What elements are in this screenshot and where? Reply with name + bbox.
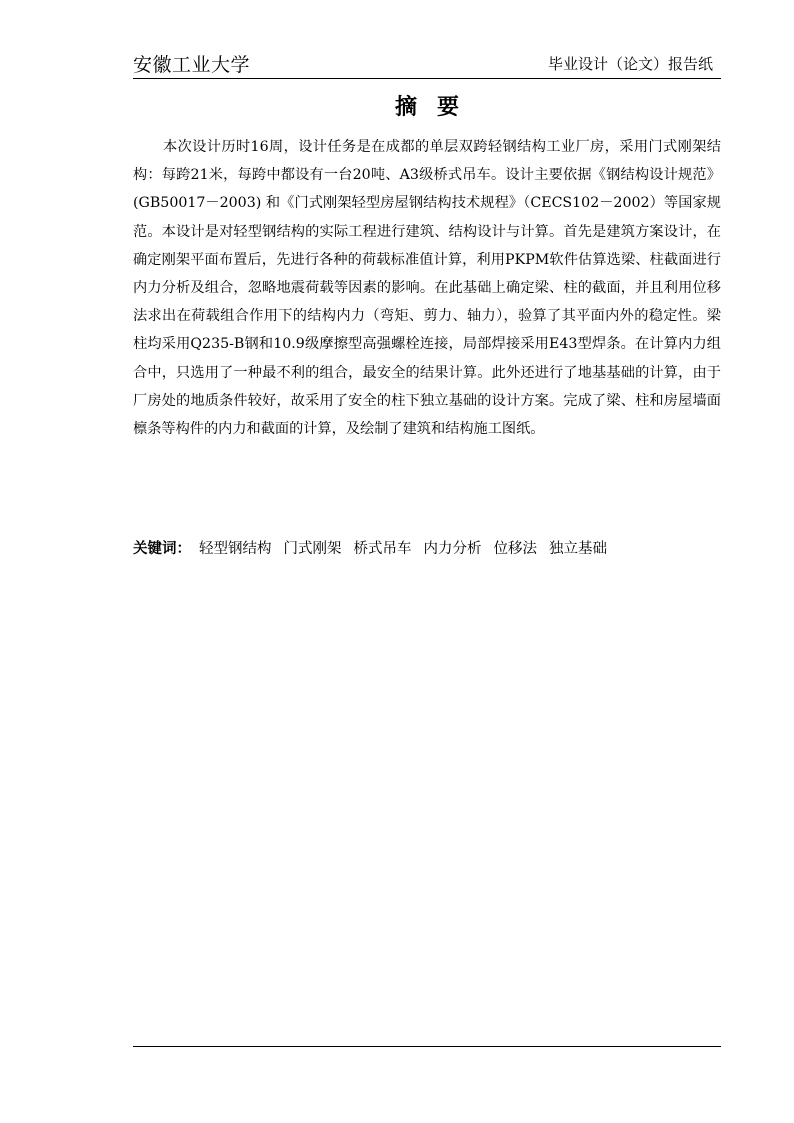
keyword-item: 内力分析 bbox=[423, 541, 482, 557]
keyword-item: 独立基础 bbox=[549, 541, 607, 557]
keyword-item: 位移法 bbox=[493, 541, 537, 557]
paper-type-label: 毕业设计（论文）报告纸 bbox=[547, 55, 713, 73]
keyword-item: 轻型钢结构 bbox=[199, 541, 272, 557]
keyword-item: 桥式吊车 bbox=[353, 541, 412, 557]
footer-rule bbox=[133, 1046, 721, 1047]
keyword-item: 门式刚架 bbox=[283, 541, 342, 557]
abstract-title: 摘要 bbox=[394, 95, 479, 120]
abstract-body: 本次设计历时16周，设计任务是在成都的单层双跨轻钢结构工业厂房，采用门式刚架结构：每跨21米，每跨中都设有一台20吨、A3级桥式吊车。设计主要依据《钢结构设计规范》(GB50017－2003) 和《门式刚架轻型房屋钢结构技术规程》（CECS102－2002）等国家规范。本设计是对轻型钢结构的实际工程进行建筑、结构设计与计算。首先是建筑方案设计，在确定刚架平面布置后，先进行各种的荷载标准值计算，利用PKPM软件估算选梁、柱截面进行内力分析及组合，忽略地震荷载等因素的影响。在此基础上确定梁、柱的截面，并且利用位移法求出在荷载组合作用下的结构内力（弯矩、剪力、轴力），验算了其平面内外的稳定性。梁柱均采用Q235-B钢和10.9级摩擦型高强螺栓连接，局部焊接采用E43型焊条。在计算内力组合中，只选用了一种最不利的组合，最安全的结果计算。此外还进行了地基基础的计算，由于厂房处的地质条件较好，故采用了安全的柱下独立基础的设计方案。完成了梁、柱和房屋墙面檩条等构件的内力和截面的计算，及绘制了建筑和结构施工图纸。 bbox=[133, 139, 721, 438]
university-name: 安徽工业大学 bbox=[133, 54, 251, 76]
page-header bbox=[133, 46, 721, 79]
keywords-label: 关键词： bbox=[133, 541, 191, 557]
keywords-line bbox=[133, 537, 721, 558]
